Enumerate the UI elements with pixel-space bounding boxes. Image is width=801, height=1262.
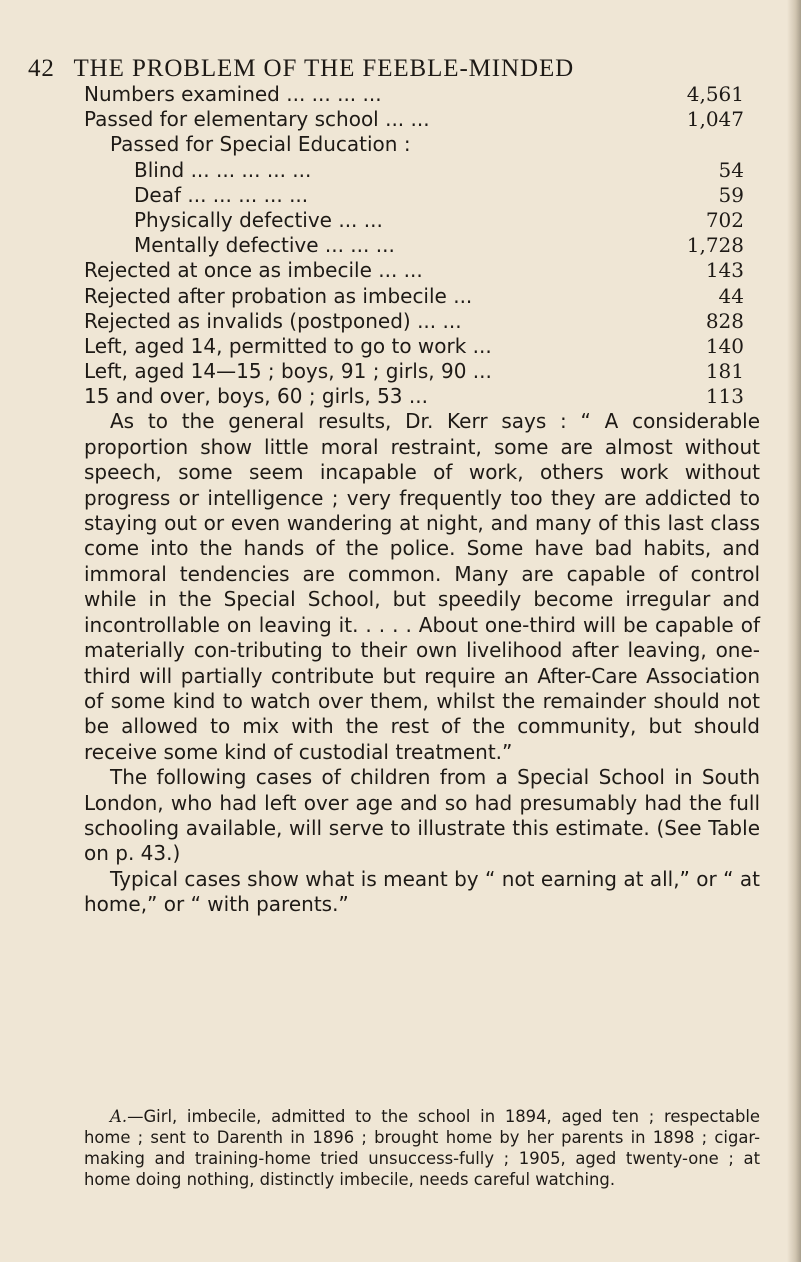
body-paragraph-general-results: As to the general results, Dr. Kerr says : “ A considerable proportion show little moral restraint, some are almost without speech, some seem incapable of work, others work without progress or intelligence ; very frequently too they are addicted to staying out or even wandering at night, and many of this last class come into the hands of the police. Some have bad habits, and immoral tendencies are common. Many are capable of control while in the Special School, but speedily become irregular and incontrollable on leaving it. . . . . About one-third will be capable of materially con-tributing to their own livelihood after leaving, one-third will partially contribute but require an After-Care Association of some kind to watch over them, whilst the remainder should not be allowed to mix with the rest of the community, but should receive some kind of custodial treatment.” bbox=[84, 409, 760, 764]
stats-label: Deaf ... ... ... ... ... bbox=[134, 182, 309, 207]
case-text: —Girl, imbecile, admitted to the school in 1894, aged ten ; respectable home ; sent to Darenth in 1896 ; brought home by her parents in 1898 ; cigar-making and training-home tried unsuccess-fully ; 1905, aged twenty-one ; at home doing nothing, distinctly imbecile, needs careful watching. bbox=[84, 1107, 760, 1189]
page-number: 42 bbox=[28, 55, 55, 82]
stats-row-deaf bbox=[84, 183, 760, 208]
running-title: THE PROBLEM OF THE FEEBLE-MINDED bbox=[73, 55, 575, 82]
page-body bbox=[84, 82, 760, 918]
stats-row-blind bbox=[84, 158, 760, 183]
case-label: A. bbox=[110, 1107, 128, 1126]
page-edge-shadow bbox=[787, 0, 801, 1262]
body-paragraph-typical-cases: Typical cases show what is meant by “ not earning at all,” or “ at home,” or “ with parents.” bbox=[84, 866, 760, 917]
stats-label: Rejected at once as imbecile ... ... bbox=[84, 258, 423, 283]
running-header bbox=[28, 55, 748, 83]
stats-value: 140 bbox=[705, 333, 744, 358]
stats-row-rejected-at-once bbox=[84, 258, 760, 283]
stats-label: Physically defective ... ... bbox=[134, 207, 383, 232]
stats-label: 15 and over, boys, 60 ; girls, 53 ... bbox=[84, 384, 428, 409]
stats-value: 143 bbox=[705, 258, 744, 283]
stats-value: 181 bbox=[705, 359, 744, 384]
stats-row-15-and-over bbox=[84, 384, 760, 409]
statistics-table bbox=[84, 82, 760, 409]
stats-value: 1,047 bbox=[686, 107, 744, 132]
stats-value: 4,561 bbox=[686, 82, 744, 106]
stats-label: Blind ... ... ... ... ... bbox=[134, 157, 312, 182]
stats-row-physically-defective bbox=[84, 208, 760, 233]
stats-row-special-education-heading bbox=[84, 132, 760, 157]
stats-label: Passed for elementary school ... ... bbox=[84, 107, 430, 132]
stats-row-numbers-examined bbox=[84, 82, 760, 107]
stats-row-left-aged-14 bbox=[84, 334, 760, 359]
stats-label: Mentally defective ... ... ... bbox=[134, 233, 395, 258]
stats-value: 828 bbox=[705, 308, 744, 333]
stats-label: Left, aged 14—15 ; boys, 91 ; girls, 90 ... bbox=[84, 359, 492, 384]
stats-row-passed-elementary bbox=[84, 107, 760, 132]
stats-label: Passed for Special Education : bbox=[110, 132, 411, 157]
stats-label: Rejected as invalids (postponed) ... ... bbox=[84, 308, 462, 333]
stats-label: Left, aged 14, permitted to go to work ... bbox=[84, 333, 492, 358]
stats-row-rejected-after-probation bbox=[84, 284, 760, 309]
stats-row-left-aged-14-15 bbox=[84, 359, 760, 384]
stats-value: 54 bbox=[718, 157, 744, 182]
stats-row-mentally-defective bbox=[84, 233, 760, 258]
stats-value: 702 bbox=[705, 207, 744, 232]
stats-value: 59 bbox=[718, 182, 744, 207]
body-paragraph-following-cases: The following cases of children from a Special School in South London, who had left over age and so had presumably had the full schooling available, will serve to illustrate this estimate. (See Table on p. 43.) bbox=[84, 765, 760, 866]
stats-label: Numbers examined ... ... ... ... bbox=[84, 82, 382, 106]
stats-row-rejected-invalids bbox=[84, 309, 760, 334]
stats-value: 113 bbox=[705, 384, 744, 409]
stats-value: 44 bbox=[718, 283, 744, 308]
stats-value: 1,728 bbox=[686, 233, 744, 258]
case-note bbox=[84, 1106, 760, 1190]
stats-label: Rejected after probation as imbecile ... bbox=[84, 283, 473, 308]
